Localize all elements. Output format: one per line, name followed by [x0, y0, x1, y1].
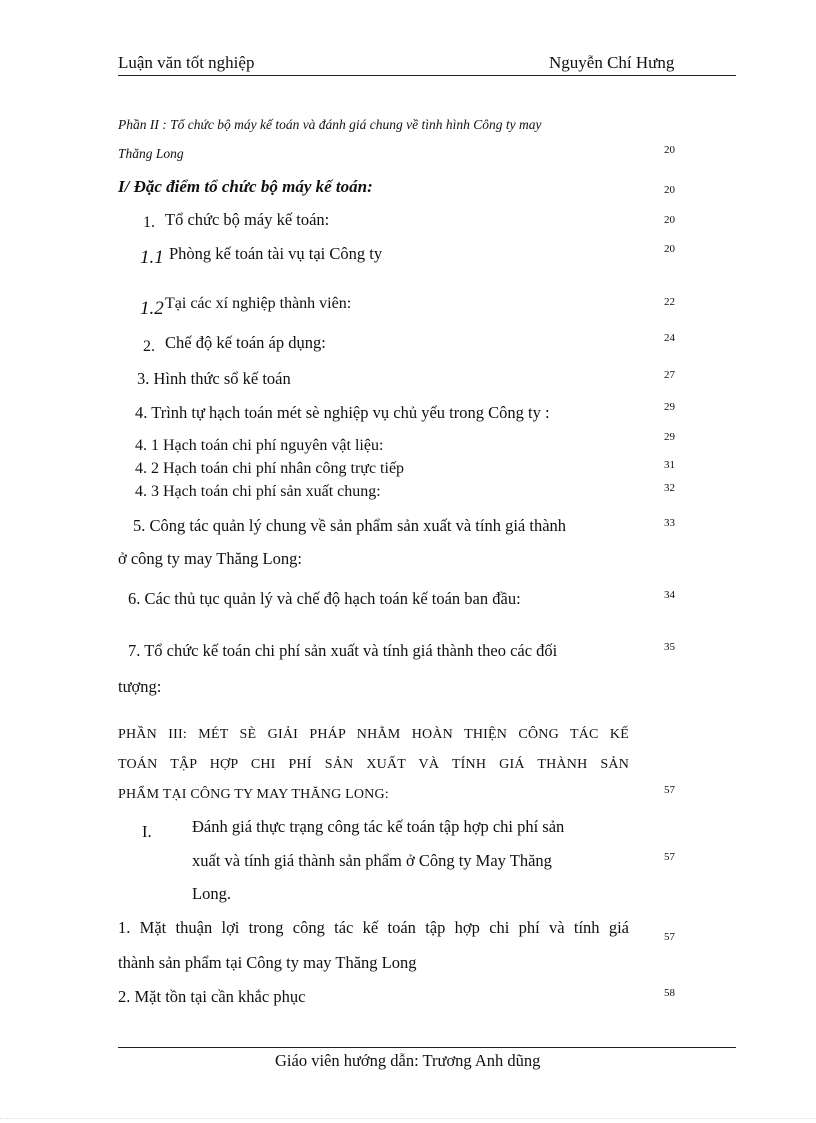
toc-item-text: 4. Trình tự hạch toán mét sè nghiệp vụ chủ yếu trong Công ty :	[135, 403, 550, 422]
toc-part3-line1-wrap	[118, 727, 629, 743]
toc-item-number: 1.1	[140, 247, 164, 268]
toc-part3-line2: TOÁN TẬP HỢP CHI PHÍ SẢN XUẤT VÀ TÍNH GIÁ THÀNH SẢN	[118, 757, 629, 772]
toc-item-text: 4. 1 Hạch toán chi phí nguyên vật liệu:	[135, 437, 384, 454]
toc-page-number: 20	[664, 214, 675, 226]
page-bottom-dotted-line	[0, 1118, 816, 1119]
toc-part3-line1: PHẦN III: MÉT SÈ GIẢI PHÁP NHẰM HOÀN THIỆN CÔNG TÁC KẾ	[118, 727, 629, 742]
toc-item-text: Tại các xí nghiệp thành viên:	[165, 295, 352, 312]
toc-item-text: 2. Mặt tồn tại cần khắc phục	[118, 987, 306, 1006]
toc-page-number: 20	[664, 184, 675, 196]
header-author: Nguyễn Chí Hưng	[549, 53, 675, 72]
toc-item-text: Phòng kế toán tài vụ tại Công ty	[169, 244, 383, 263]
toc-item-text: 1. Mặt thuận lợi trong công tác kế toán tập hợp chi phí và tính giá	[118, 918, 629, 937]
toc-page-number: 35	[664, 641, 675, 653]
toc-item-text-continued: ở công ty may Thăng Long:	[118, 549, 302, 568]
toc-item-text-continued: thành sản phẩm tại Công ty may Thăng Long	[118, 953, 417, 972]
toc-part2-line2: Thăng Long	[118, 146, 184, 161]
toc-page-number: 57	[664, 851, 675, 863]
toc-item-number: 2.	[143, 338, 155, 355]
toc-item-number: 1.	[143, 214, 155, 231]
toc-page-number: 34	[664, 589, 675, 601]
toc-page-number: 31	[664, 459, 675, 471]
toc-item-text: 5. Công tác quản lý chung về sản phẩm sản xuất và tính giá thành	[133, 516, 567, 535]
header-left-title: Luận văn tốt nghiệp	[118, 53, 255, 72]
toc-item-text: 7. Tổ chức kế toán chi phí sản xuất và tính giá thành theo các đối	[128, 641, 558, 660]
toc-page-number: 58	[664, 987, 675, 999]
toc-item-text: 6. Các thủ tục quản lý và chế độ hạch toán kế toán ban đầu:	[128, 589, 521, 608]
toc-item-text: Đánh giá thực trạng công tác kế toán tập hợp chi phí sản	[192, 817, 565, 836]
toc-item-number: I.	[142, 822, 152, 841]
toc-page-number: 57	[664, 784, 675, 796]
toc-page-number: 27	[664, 369, 675, 381]
toc-page-number: 57	[664, 931, 675, 943]
toc-item-text: Tổ chức bộ máy kế toán:	[165, 210, 330, 229]
toc-item-number: 1.2	[140, 298, 164, 319]
toc-part2-line1: Phần II : Tổ chức bộ máy kế toán và đánh giá chung về tình hình Công ty may	[118, 117, 542, 132]
toc-page-number: 22	[664, 296, 675, 308]
toc-item-text: 3. Hình thức sổ kế toán	[137, 369, 291, 388]
toc-section1-title: I/ Đặc điểm tổ chức bộ máy kế toán:	[118, 177, 373, 196]
toc-part3-line3: PHẨM TẠI CÔNG TY MAY THĂNG LONG:	[118, 787, 389, 802]
toc-item-text: 4. 2 Hạch toán chi phí nhân công trực tiếp	[135, 460, 405, 477]
toc-item-text-continued: Long.	[192, 884, 231, 903]
footer-supervisor: Giáo viên hướng dẫn: Trương Anh dũng	[275, 1051, 541, 1070]
footer-rule	[118, 1047, 736, 1048]
toc-page-number: 20	[664, 144, 675, 156]
toc-page-number: 29	[664, 401, 675, 413]
toc-page-number: 33	[664, 517, 675, 529]
toc-page-number: 32	[664, 482, 675, 494]
toc-item-text-continued: xuất và tính giá thành sản phẩm ở Công ty May Thăng	[192, 851, 552, 870]
toc-page-number: 20	[664, 243, 675, 255]
toc-item-text: 4. 3 Hạch toán chi phí sản xuất chung:	[135, 483, 381, 500]
toc-item-text: Chế độ kế toán áp dụng:	[165, 333, 326, 352]
toc-item-text-continued: tượng:	[118, 677, 162, 696]
toc-m1-line1-wrap	[118, 918, 629, 938]
toc-page-number: 24	[664, 332, 675, 344]
toc-page-number: 29	[664, 431, 675, 443]
header-rule	[118, 75, 736, 76]
toc-part3-line2-wrap	[118, 757, 629, 773]
